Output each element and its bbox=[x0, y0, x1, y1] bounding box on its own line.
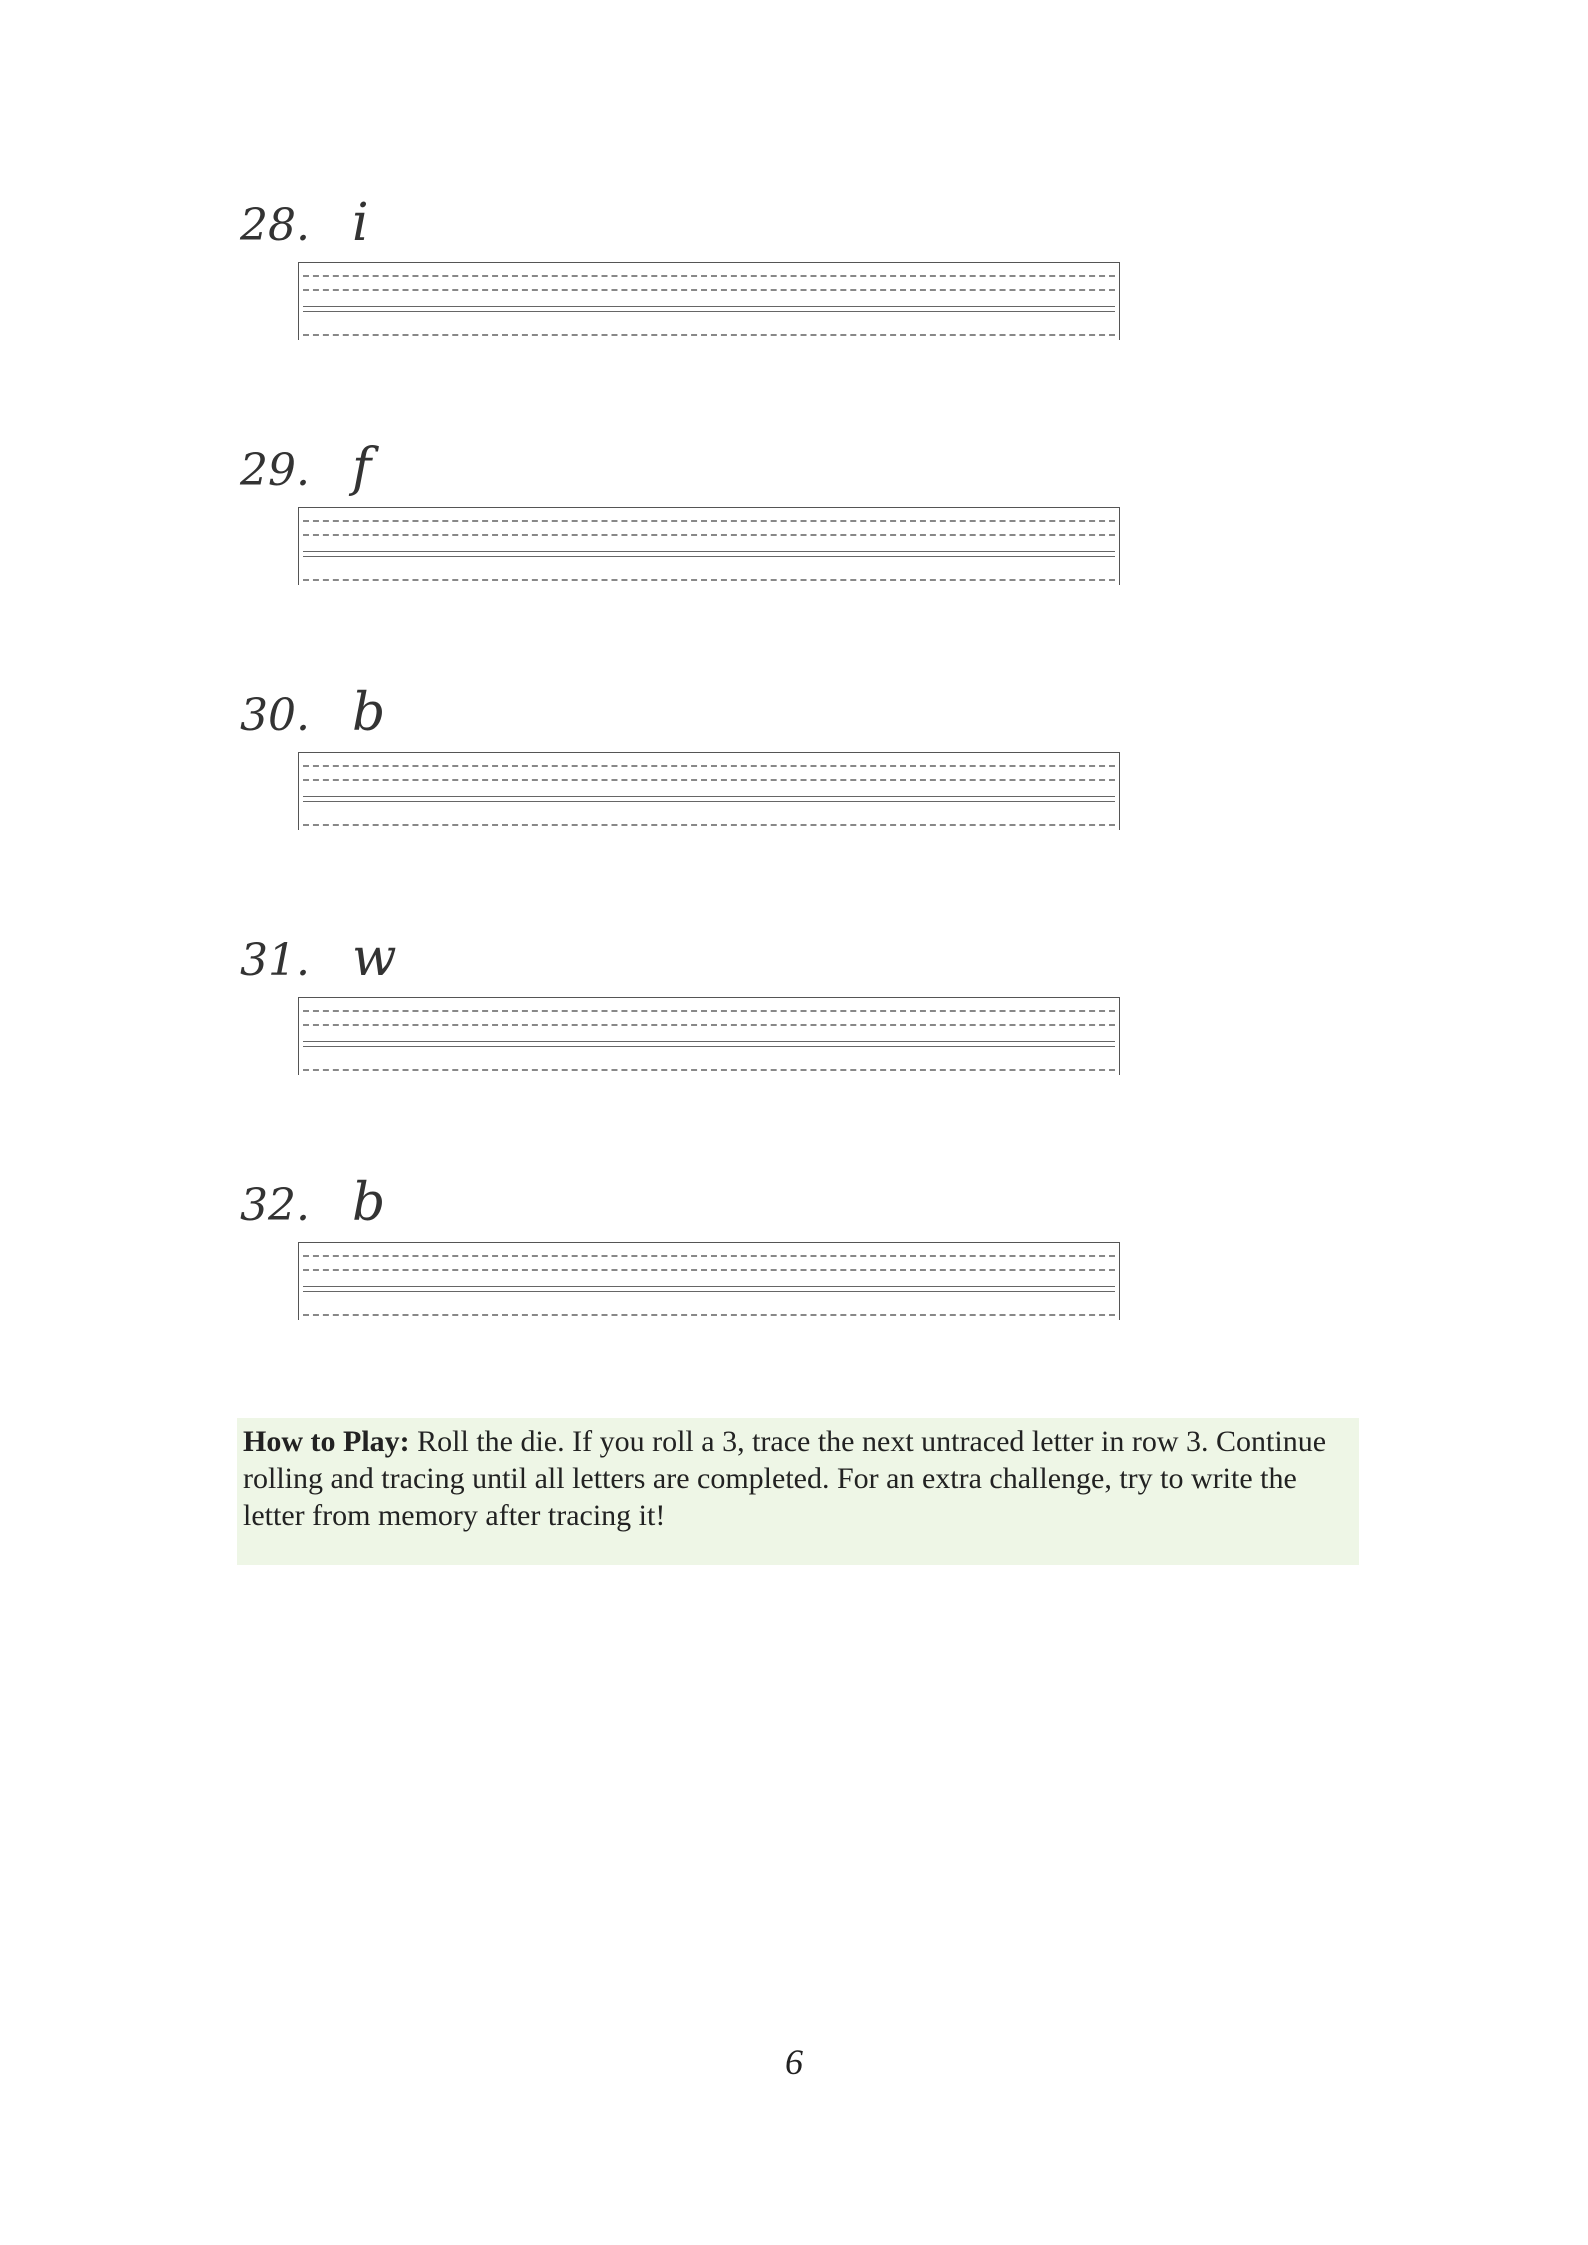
tracing-lines[interactable] bbox=[298, 262, 1120, 340]
how-to-play-heading: How to Play: bbox=[243, 1425, 410, 1458]
tracing-item-31 bbox=[0, 928, 1588, 1131]
tracing-lines[interactable] bbox=[298, 507, 1120, 585]
item-letter: i bbox=[352, 193, 369, 253]
how-to-play-text: Roll the die. If you roll a 3, trace the next untraced letter in row 3. Continue rolling and tracing until all letters are completed. For an extra challenge, try to write the letter from memory after tracing it! bbox=[243, 1425, 1327, 1532]
tracing-item-32 bbox=[0, 1173, 1588, 1376]
item-letter: b bbox=[352, 1173, 386, 1233]
tracing-item-29 bbox=[0, 438, 1588, 641]
tracing-lines[interactable] bbox=[298, 1242, 1120, 1320]
item-number: 31. bbox=[240, 935, 310, 986]
tracing-lines[interactable] bbox=[298, 752, 1120, 830]
tracing-item-28 bbox=[0, 193, 1588, 396]
item-letter: b bbox=[352, 683, 386, 743]
tracing-lines[interactable] bbox=[298, 997, 1120, 1075]
item-number: 30. bbox=[240, 690, 310, 741]
item-letter: f bbox=[352, 438, 372, 498]
how-to-play-box bbox=[237, 1418, 1359, 1565]
page-number: 6 bbox=[785, 2042, 803, 2082]
item-number: 28. bbox=[240, 200, 310, 251]
item-number: 29. bbox=[240, 445, 310, 496]
item-letter: w bbox=[352, 928, 397, 988]
tracing-item-30 bbox=[0, 683, 1588, 886]
item-number: 32. bbox=[240, 1180, 310, 1231]
